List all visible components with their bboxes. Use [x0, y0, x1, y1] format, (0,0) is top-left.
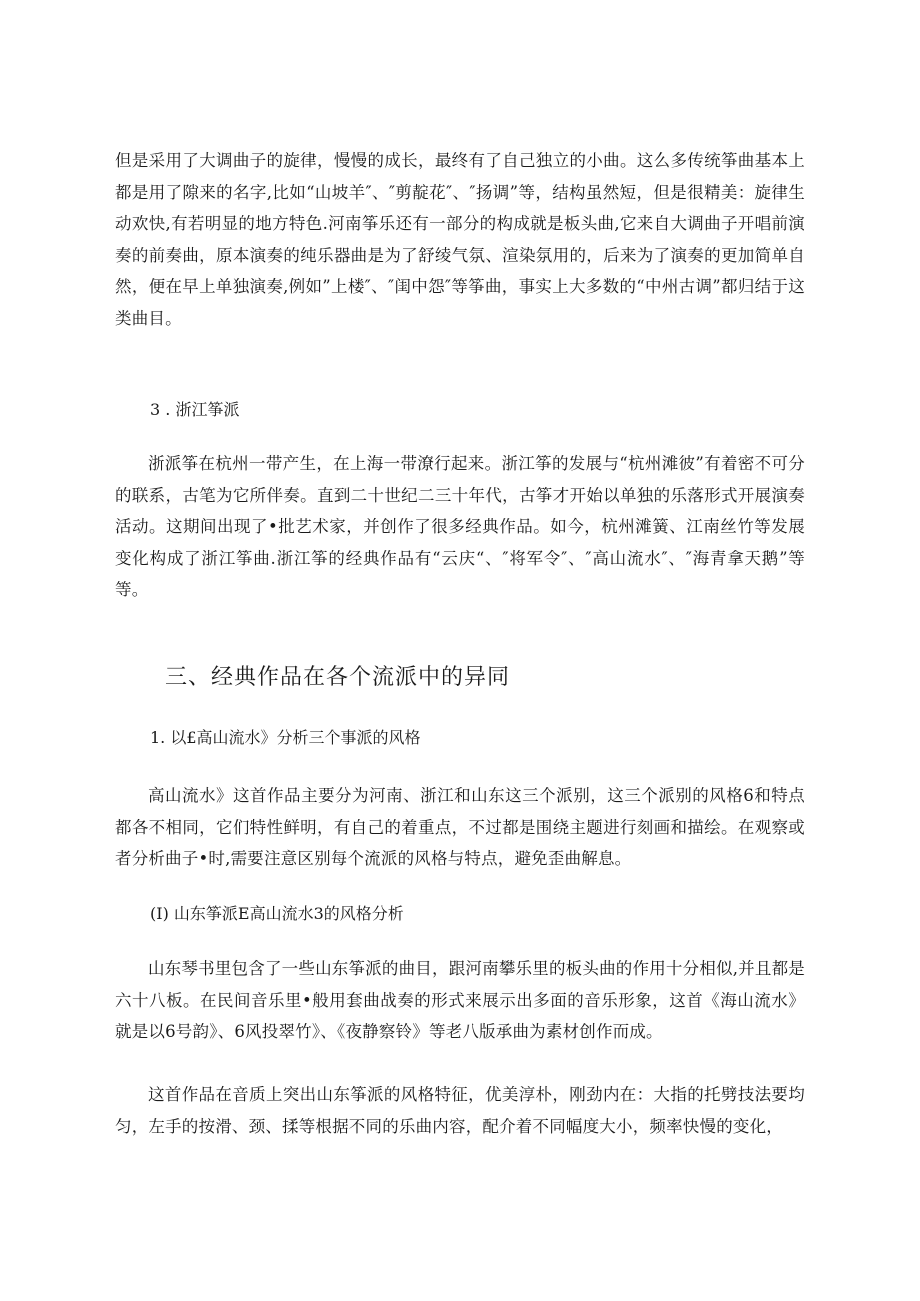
- paragraph-three-schools-overview: 高山流水》这首作品主要分为河南、浙江和山东这三个派别，这三个派别的风格6和特点都各不相同，它们特性鲜明，有自己的着重点，不过都是围绕主题进行刻画和描绘。在观察或者分析曲子•时,需要注意区别每个流派的风格与特点，避免歪曲解息。: [115, 786, 805, 868]
- section-title-classic-works: 三、经典作品在各个流派中的异同: [165, 665, 511, 690]
- paragraph-zhejiang-school: 浙派筝在杭州一带产生，在上海一带潦行起来。浙江筝的发展与“杭州滩彼”有着密不可分的联系，古笔为它所伴奏。直到二十世纪二三十年代，古筝才开始以单独的乐落形式开展演奏活动。这期间出现了•批艺术家，并创作了很多经典作品。如今，杭州滩簧、江南丝竹等发展变化构成了浙江筝曲.浙江筝的经典作品有“云庆“、″将军令″、″高山流水″、″海青拿天鹅”等等。: [115, 454, 805, 599]
- paragraph-shandong-qinshu: 山东琴书里包含了一些山东筝派的曲目，跟河南攀乐里的板头曲的作用十分相似,并且都是六十八板。在民间音乐里•般用套曲战奏的形式来展示出多面的音乐形象，这首《海山流水》就是以6号韵》、6风投翠竹》、《夜静察铃》等老八版承曲为素材创作而成。: [115, 959, 805, 1041]
- subheading-zhejiang-school: 3 . 浙江筝派: [150, 400, 240, 419]
- subheading-gaoshan-liushui-analysis: 1. 以£高山流水》分析三个事派的风格: [150, 728, 421, 747]
- paragraph-shandong-technique: 这首作品在音质上突出山东筝派的风格特征，优美淳朴，刚劲内在：大指的托劈技法要均匀，左手的按滑、颈、揉等根据不同的乐曲内容，配介着不同幅度大小，频率快慢的变化，: [115, 1085, 805, 1136]
- subheading-shandong-style: (I) 山东筝派E高山流水3的风格分析: [150, 904, 404, 923]
- paragraph-henan-zheng-tunes: 但是采用了大调曲子的旋律，慢慢的成长，最终有了自己独立的小曲。这么多传统筝曲基本上都是用了隙来的名字,比如“山坡羊″、″剪靛花″、″扬调”等，结构虽然短，但是很精美：旋律生动欢快,有若明显的地方特色.河南筝乐还有一部分的构成就是板头曲,它来自大调曲子开唱前演奏的前奏曲，原本演奏的纯乐器曲是为了舒绫气氛、渲染氛用的，后来为了演奏的更加简单自然，便在早上单独演奏,例如”上楼″、″闺中怨″等筝曲，事实上大多数的“中州古调”都归结于这类曲目。: [115, 151, 805, 328]
